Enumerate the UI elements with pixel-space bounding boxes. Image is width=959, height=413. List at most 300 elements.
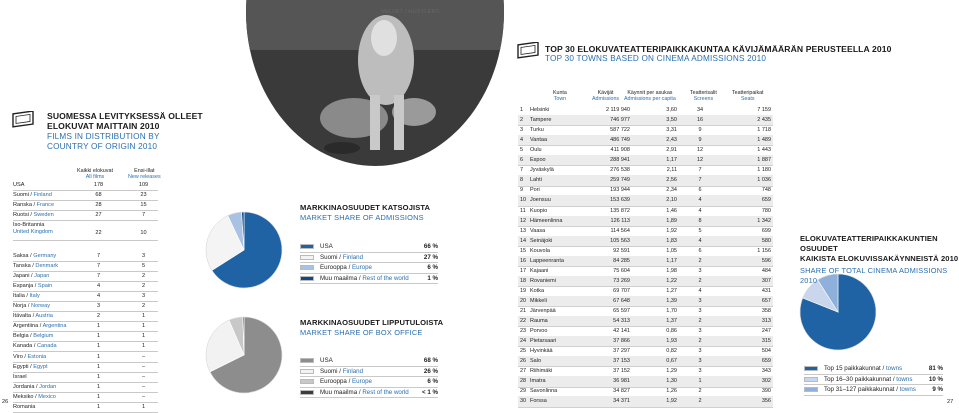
town-town: Kuopio xyxy=(530,207,548,214)
country-fi: Viro xyxy=(13,353,23,360)
country-fi: Itävalta xyxy=(13,313,32,320)
town-rank: 30 xyxy=(520,398,527,405)
header-screens: Teatterisalit Screens xyxy=(690,90,717,103)
country-en: Denmark xyxy=(35,262,59,269)
new-releases-value: – xyxy=(141,373,146,380)
legend-swatch xyxy=(300,255,314,260)
separator: / xyxy=(22,353,28,360)
legend-value: 26 % xyxy=(423,367,438,375)
town-per-capita: 2,10 xyxy=(666,197,677,204)
separator: / xyxy=(28,333,34,340)
country-label xyxy=(13,212,54,218)
town-town: Savonlinna xyxy=(530,388,558,395)
camera-icon xyxy=(367,8,378,17)
country-en: Norway xyxy=(31,303,51,309)
new-releases-value: – xyxy=(141,383,146,390)
country-fi: Argentiina xyxy=(13,323,39,330)
country-label xyxy=(13,283,52,289)
town-town: Riihimäki xyxy=(530,368,553,375)
legend-en: Europe xyxy=(352,378,372,385)
town-town: Joensuu xyxy=(530,197,551,204)
town-per-capita: 2,43 xyxy=(666,137,677,144)
town-seats: 315 xyxy=(761,338,771,345)
new-releases-value: 15 xyxy=(140,202,147,209)
town-town: Kotka xyxy=(530,287,545,294)
town-seats: 1 443 xyxy=(757,147,771,154)
legend-en: towns xyxy=(899,386,916,393)
country-label xyxy=(13,263,58,269)
town-seats: 1 489 xyxy=(757,137,771,144)
legend-swatch xyxy=(300,276,314,281)
all-films-value: 28 xyxy=(95,202,102,209)
country-label xyxy=(13,394,56,400)
all-films-value: 1 xyxy=(96,383,101,390)
town-screens: 3 xyxy=(698,267,702,274)
legend-label xyxy=(824,386,916,393)
town-rank: 17 xyxy=(520,267,527,274)
table-row xyxy=(13,220,158,241)
town-per-capita: 1,37 xyxy=(666,318,677,325)
town-seats: 390 xyxy=(761,388,771,395)
legend-fi: Suomi xyxy=(320,253,338,261)
country-fi: Japani xyxy=(13,272,30,279)
all-films-value: 4 xyxy=(96,282,101,289)
legend-en: Rest of the world xyxy=(362,274,409,282)
town-admissions: 65 597 xyxy=(613,308,630,314)
country-label xyxy=(13,293,40,299)
town-admissions: 37 866 xyxy=(613,338,630,345)
town-screens: 9 xyxy=(698,137,702,144)
separator: / xyxy=(28,192,34,199)
town-rank: 11 xyxy=(520,207,526,214)
town-rank: 20 xyxy=(520,297,527,304)
town-seats: 748 xyxy=(761,187,771,194)
legend-value: 66 % xyxy=(423,243,438,250)
header-admissions: Kävijät Admissions xyxy=(592,90,620,103)
boxoffice-pie-chart xyxy=(204,315,284,395)
new-releases-value: 23 xyxy=(140,192,147,199)
legend-swatch xyxy=(300,244,314,249)
town-town: Oulu xyxy=(530,147,542,154)
legend-swatch xyxy=(300,265,314,270)
all-films-value: 1 xyxy=(96,393,101,400)
town-town: Tampere xyxy=(530,117,552,124)
legend-value: 10 % xyxy=(928,375,943,383)
separator: / xyxy=(357,388,363,396)
divider xyxy=(804,374,943,375)
town-rank: 16 xyxy=(520,257,527,264)
town-town: Pietarsaari xyxy=(530,338,557,345)
town-screens: 2 xyxy=(698,398,702,405)
town-admissions: 42 141 xyxy=(613,328,630,335)
legend-swatch xyxy=(300,390,314,395)
legend-fi: Top 31–127 paikkakunnat xyxy=(824,386,895,393)
town-admissions: 37 153 xyxy=(613,358,630,365)
town-per-capita: 3,60 xyxy=(666,107,677,113)
town-seats: 2 435 xyxy=(757,117,771,124)
country-fi: Jordania xyxy=(13,383,35,390)
town-rank: 21 xyxy=(520,308,527,314)
town-rank: 14 xyxy=(520,237,527,244)
header-new-releases: Ensi-illat New releases xyxy=(128,168,161,180)
town-admissions: 411 908 xyxy=(610,147,630,154)
town-rank: 3 xyxy=(520,127,524,134)
town-rank: 2 xyxy=(520,117,524,124)
town-admissions: 135 872 xyxy=(610,207,630,214)
town-admissions: 259 749 xyxy=(610,177,630,184)
town-screens: 8 xyxy=(698,217,702,224)
legend-value: 9 % xyxy=(932,386,943,393)
photo-credit: VELVET / HUSTLERS xyxy=(381,9,440,15)
town-seats: 780 xyxy=(761,207,771,214)
country-fi: Belgia xyxy=(13,333,29,340)
town-town: Kajaani xyxy=(530,267,549,274)
legend-fi: USA xyxy=(320,357,333,364)
town-seats: 302 xyxy=(761,378,771,385)
town-per-capita: 1,39 xyxy=(666,297,677,304)
country-label xyxy=(13,333,53,339)
town-rank: 24 xyxy=(520,338,527,345)
town-seats: 431 xyxy=(761,287,771,294)
town-rank: 28 xyxy=(520,378,527,385)
country-en: Belgium xyxy=(33,333,54,340)
country-en: Japan xyxy=(34,272,50,279)
top30-title: TOP 30 ELOKUVATEATTERIPAIKKAKUNTAA KÄVIJÄMÄÄRÄN PERUSTEELLA 2010 xyxy=(545,44,892,54)
town-per-capita: 3,50 xyxy=(666,117,677,124)
legend-label xyxy=(320,357,333,364)
town-screens: 34 xyxy=(696,107,704,113)
town-admissions: 114 564 xyxy=(610,227,630,234)
town-screens: 4 xyxy=(698,287,702,294)
town-admissions: 153 639 xyxy=(610,197,630,204)
town-rank: 19 xyxy=(520,287,527,294)
all-films-value: 68 xyxy=(95,192,102,199)
legend-label xyxy=(320,243,333,250)
country-fi: Romania xyxy=(13,404,36,410)
new-releases-value: 10 xyxy=(140,230,147,237)
legend-fi: Suomi xyxy=(320,367,338,375)
country-fi: Italia xyxy=(13,292,25,299)
country-fi: Meksiko xyxy=(13,393,34,400)
all-films-value: 3 xyxy=(96,303,101,309)
town-town: Imatra xyxy=(530,378,546,385)
town-seats: 313 xyxy=(761,318,771,325)
photo-image xyxy=(246,0,504,166)
all-films-value: 4 xyxy=(96,292,101,299)
separator: / xyxy=(30,262,36,269)
separator: / xyxy=(32,343,37,350)
town-screens: 3 xyxy=(698,308,702,314)
country-label xyxy=(13,364,48,370)
town-per-capita: 2,34 xyxy=(666,187,677,194)
separator: / xyxy=(28,252,34,259)
town-town: Seinäjoki xyxy=(530,237,553,244)
admissions-share-title: MARKKINAOSUUDET KATSOJISTA MARKET SHARE OF ADMISSIONS xyxy=(300,203,431,222)
town-rank: 7 xyxy=(520,167,524,174)
town-screens: 4 xyxy=(698,197,702,204)
divider xyxy=(300,262,438,263)
town-screens: 4 xyxy=(698,207,702,214)
separator: / xyxy=(34,383,40,390)
town-admissions: 105 563 xyxy=(610,237,630,244)
town-screens: 2 xyxy=(698,257,702,264)
town-town: Jyväskylä xyxy=(530,167,554,174)
separator: / xyxy=(28,363,34,370)
country-label xyxy=(13,182,25,188)
town-rank: 9 xyxy=(520,187,524,194)
new-releases-value: 2 xyxy=(141,272,146,279)
divider xyxy=(300,366,438,367)
divider xyxy=(300,273,438,274)
town-per-capita: 1,70 xyxy=(666,308,677,314)
admissions-pie-chart xyxy=(204,210,284,290)
country-fi: Norja xyxy=(13,303,27,309)
legend-value: 68 % xyxy=(423,357,438,364)
town-town: Espoo xyxy=(530,157,546,164)
new-releases-value: 1 xyxy=(141,313,146,320)
new-releases-value: 3 xyxy=(141,292,146,299)
town-rank: 1 xyxy=(520,107,524,113)
new-releases-value: 109 xyxy=(138,182,149,188)
legend-en: Finland xyxy=(342,253,364,261)
town-screens: 3 xyxy=(698,358,702,365)
country-fi: Suomi xyxy=(13,192,29,199)
country-en: Estonia xyxy=(27,353,47,360)
legend-swatch xyxy=(804,377,818,382)
town-admissions: 36 981 xyxy=(613,378,630,385)
town-screens: 3 xyxy=(698,348,702,355)
all-films-value: 178 xyxy=(93,182,104,188)
town-seats: 1 156 xyxy=(757,247,771,254)
town-admissions: 73 269 xyxy=(613,277,630,284)
country-label xyxy=(13,202,54,208)
all-films-value: 27 xyxy=(95,212,102,219)
town-screens: 9 xyxy=(698,127,702,134)
town-town: Hyvinkää xyxy=(530,348,553,355)
all-films-value: 1 xyxy=(96,404,101,410)
country-label xyxy=(13,222,53,236)
town-rank: 6 xyxy=(520,157,524,164)
town-seats: 307 xyxy=(761,277,771,284)
town-town: Forssa xyxy=(530,398,547,405)
separator: / xyxy=(891,375,897,383)
town-seats: 504 xyxy=(761,348,771,355)
town-seats: 247 xyxy=(761,328,771,335)
town-rank: 13 xyxy=(520,227,527,234)
country-label xyxy=(13,303,50,309)
header-per-capita: Käynnit per asukas Admissions per capita xyxy=(624,90,676,103)
town-town: Salo xyxy=(530,358,542,365)
town-town: Hämeenlinna xyxy=(530,217,563,224)
town-admissions: 34 827 xyxy=(613,388,630,395)
country-label xyxy=(13,323,67,329)
town-town: Järvenpää xyxy=(530,308,556,314)
town-seats: 484 xyxy=(761,267,771,274)
new-releases-value: – xyxy=(141,353,146,360)
town-town: Rauma xyxy=(530,318,548,325)
country-en: Spain xyxy=(37,282,53,289)
country-label xyxy=(13,404,35,410)
separator: / xyxy=(26,303,32,309)
legend-label xyxy=(320,254,363,261)
town-screens: 7 xyxy=(698,177,702,184)
country-en: Austria xyxy=(35,313,53,320)
town-seats: 596 xyxy=(761,257,771,264)
town-admissions: 92 591 xyxy=(613,247,630,254)
country-fi: Ruotsi xyxy=(13,212,29,219)
town-town: Helsinki xyxy=(530,107,550,113)
legend-value: 6 % xyxy=(427,378,438,385)
town-screens: 2 xyxy=(698,277,702,284)
divider xyxy=(300,387,438,388)
town-seats: 659 xyxy=(761,358,771,365)
country-label xyxy=(13,354,46,360)
country-en: Finland xyxy=(33,192,52,199)
town-per-capita: 1,27 xyxy=(666,287,677,294)
town-rank: 10 xyxy=(520,197,527,204)
town-screens: 6 xyxy=(698,247,702,254)
town-admissions: 84 285 xyxy=(613,257,630,264)
town-admissions: 126 113 xyxy=(610,217,630,224)
town-admissions: 486 749 xyxy=(610,137,630,144)
town-seats: 1 342 xyxy=(757,217,771,224)
legend-label xyxy=(824,376,912,383)
legend-swatch xyxy=(300,369,314,374)
film-icon xyxy=(12,111,34,129)
country-en: Canada xyxy=(36,343,57,350)
town-town: Kouvola xyxy=(530,247,550,254)
new-releases-value: 1 xyxy=(141,323,146,330)
town-screens: 4 xyxy=(698,237,702,244)
all-films-value: 2 xyxy=(96,313,101,320)
legend-fi: Eurooppa xyxy=(320,264,347,271)
country-en: France xyxy=(36,202,55,209)
town-town: Pori xyxy=(530,187,540,194)
legend-fi: Eurooppa xyxy=(320,378,347,385)
new-releases-value: – xyxy=(141,393,146,400)
country-label xyxy=(13,253,56,259)
country-label xyxy=(13,192,52,198)
film-icon xyxy=(517,42,539,60)
all-films-value: 7 xyxy=(96,272,101,279)
separator: / xyxy=(33,282,38,289)
town-rank: 18 xyxy=(520,277,527,284)
town-rank: 26 xyxy=(520,358,527,365)
country-label xyxy=(13,313,53,319)
legend-fi: Muu maailma xyxy=(320,274,358,282)
separator: / xyxy=(346,378,353,385)
separator: / xyxy=(24,292,30,299)
town-rank: 8 xyxy=(520,177,524,184)
town-rank: 22 xyxy=(520,318,527,325)
country-label xyxy=(13,374,27,380)
town-screens: 1 xyxy=(698,378,702,385)
all-films-value: 1 xyxy=(96,353,101,360)
legend-en: towns xyxy=(885,365,903,372)
country-fi: Egypti xyxy=(13,363,29,370)
town-per-capita: 2,91 xyxy=(666,147,677,154)
legend-swatch xyxy=(804,366,818,371)
country-en: Argentina xyxy=(42,323,67,330)
legend-label xyxy=(320,389,409,396)
town-seats: 659 xyxy=(761,197,771,204)
town-rank: 5 xyxy=(520,147,524,154)
legend-fi: Muu maailma xyxy=(320,388,358,396)
separator: / xyxy=(894,386,900,393)
town-admissions: 75 604 xyxy=(613,267,630,274)
town-town: Porvoo xyxy=(530,328,548,335)
divider xyxy=(300,397,438,398)
town-rank: 23 xyxy=(520,328,527,335)
town-screens: 2 xyxy=(698,318,702,325)
town-screens: 6 xyxy=(698,187,702,194)
town-per-capita: 1,22 xyxy=(666,277,677,284)
page-number-left: 26 xyxy=(2,399,9,405)
header-all-films: Kaikki elokuvat All films xyxy=(77,168,113,180)
town-screens: 3 xyxy=(698,297,702,304)
town-admissions: 37 297 xyxy=(613,348,630,355)
town-per-capita: 0,82 xyxy=(666,348,677,355)
town-per-capita: 1,93 xyxy=(666,338,677,345)
legend-label xyxy=(320,378,372,385)
new-releases-value: 3 xyxy=(141,252,146,259)
town-per-capita: 1,29 xyxy=(666,368,677,375)
town-seats: 657 xyxy=(761,297,771,304)
country-fi: Israel xyxy=(13,373,27,380)
all-films-value: 1 xyxy=(96,363,101,370)
town-town: Lappeenranta xyxy=(530,257,564,264)
separator: / xyxy=(33,393,39,400)
town-per-capita: 1,17 xyxy=(666,157,677,164)
legend-value: < 1 % xyxy=(422,388,438,396)
town-per-capita: 1,83 xyxy=(666,237,677,244)
town-per-capita: 3,31 xyxy=(666,127,677,134)
divider xyxy=(804,395,943,396)
town-per-capita: 2,11 xyxy=(666,167,677,174)
separator: / xyxy=(29,272,35,279)
legend-value: 1 % xyxy=(427,274,438,282)
town-admissions: 587 722 xyxy=(610,127,630,134)
towns-share-title: ELOKUVATEATTERIPAIKKAKUNTIEN OSUUDET KAIKISTA ELOKUVISSAKÄYNNEISTÄ 2010 SHARE OF TOTAL CINEMA ADMISSIONS 2010 xyxy=(800,234,959,285)
legend-value: 27 % xyxy=(423,253,438,261)
town-per-capita: 1,30 xyxy=(666,378,677,385)
separator: / xyxy=(38,323,43,330)
town-seats: 358 xyxy=(761,308,771,314)
legend-en: towns xyxy=(896,375,913,383)
all-films-value: 1 xyxy=(96,373,101,380)
town-screens: 12 xyxy=(696,147,704,154)
town-admissions: 34 371 xyxy=(613,398,630,405)
all-films-value: 22 xyxy=(95,230,102,237)
legend-swatch xyxy=(300,379,314,384)
legend-label xyxy=(320,275,409,282)
town-per-capita: 1,92 xyxy=(666,398,677,405)
divider xyxy=(300,283,438,284)
new-releases-value: – xyxy=(141,363,146,370)
new-releases-value: 1 xyxy=(141,404,146,410)
top30-subtitle: TOP 30 TOWNS BASED ON CINEMA ADMISSIONS 2010 xyxy=(545,54,767,63)
town-seats: 1 180 xyxy=(757,167,771,174)
country-label xyxy=(13,343,57,349)
country-en: Germany xyxy=(33,252,57,259)
town-admissions: 276 538 xyxy=(610,167,630,174)
town-per-capita: 0,67 xyxy=(666,358,677,365)
town-town: Rovaniemi xyxy=(530,277,556,284)
separator: / xyxy=(346,264,353,271)
all-films-value: 1 xyxy=(96,333,101,340)
town-per-capita: 1,17 xyxy=(666,257,677,264)
all-films-value: 7 xyxy=(96,252,101,259)
